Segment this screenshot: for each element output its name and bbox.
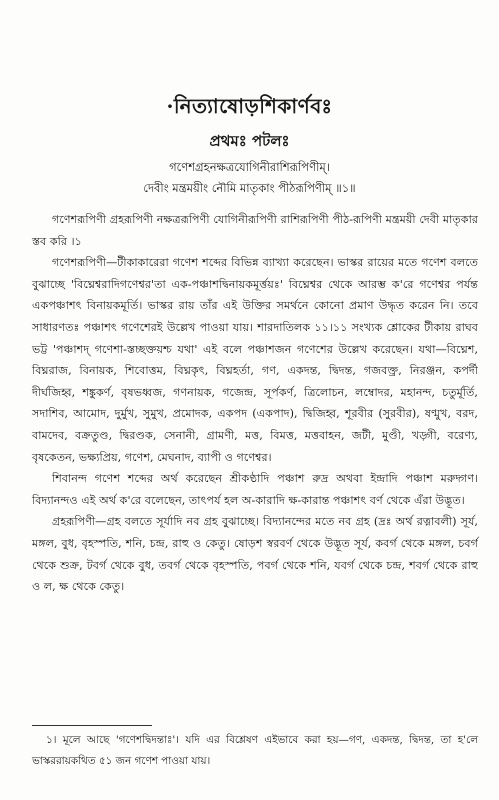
verse-line-1: গণেশগ্রহনক্ষত্রযোগিনীরাশিরূপিণীম্। [169, 160, 330, 174]
commentary-body [32, 209, 478, 598]
paragraph: গণেশরূপিণী গ্রহরূপিণী নক্ষত্ররূপিণী যোগিনীরূপিণী রাশিরূপিণী পীঠ-রূপিণী মন্ত্রময়ী দেবী মাতৃকার স্তব করি ।১ [32, 213, 478, 248]
footnote-text: ১। মূলে আছে 'গণেশদ্বিদন্তাঃ'। যদি এর বিশ্লেষণ এইভাবে করা হয়—গণ, একদন্ত, দ্বিদন্ত, তা হ'লে ভাস্কররায়কথিত ৫১ জন গণেশ পাওয়া যায়। [32, 734, 478, 767]
paragraph: গণেশরূপিণী—টীকাকারেরা গণেশ শব্দের বিভিন্ন ব্যাখ্যা করেছেন। ভাস্কর রায়ের মতে গণেশ বলতে বুঝাচ্ছে 'বিঘ্নেশ্বরাদিগণেশ্বর'তা এক-পঞ্চাশদ্বিনায়কমূর্ত্তয়ঃ' বিঘ্নেশ্বর থেকে আরম্ভ ক'রে গণেশ্বর পর্যন্ত একপঞ্চাশৎ বিনায়কমূর্তি। ভাস্কর রায় তাঁর এই উক্তির সমর্থনে কোনো প্রমাণ উদ্ধৃত করেন নি। তবে সাধারণতঃ পঞ্চাশৎ গণেশেরই উল্লেখ পাওয়া যায়। শারদাতিলক ১১।১১ সংখ্যক শ্লোকের টীকায় রাঘব ভট্ট 'পঞ্চাশদ্ গণেশা-স্তচ্ছক্তয়শ্চ যথা' এই বলে পঞ্চাশজন গণেশের উল্লেখ করেছেন। যথা—বিঘ্নেশ, বিঘ্নরাজ, বিনায়ক, শিবোত্তম, বিঘ্নকৃৎ, বিঘ্নহর্তা, গণ, একদন্ত, দ্বিদন্ত, গজবক্ত্র, নিরঞ্জন, কপর্দী দীর্ঘজিহ্ব, শঙ্কুকর্ণ, বৃষভধ্বজ, গণনায়ক, গজেন্দ্র, সূর্পকর্ণ, ত্রিলোচন, লম্বোদর, মহানন্দ, চতুর্মূর্তি, সদাশিব, আমোদ, দুর্মুখ, সুমুখ, প্রমোদক, একপদ (একপাদ), দ্বিজিহ্ব, শূরবীর (সুরবীর), ষণ্মুখ, বরদ, বামদেব, বক্রতুণ্ড, দ্বিরণ্ডক, সেনানী, গ্রামণী, মত্ত, বিমত্ত, মত্তবাহন, জটী, মুণ্ডী, খড়্গী, বরেণ্য, বৃষকেতন, ভক্ষ্যপ্রিয়, গণেশ, মেঘনাদ, ব্যাপী ও গণেশ্বর। [32, 256, 478, 464]
footnote-divider [32, 725, 152, 726]
paragraph: গ্রহরূপিণী—গ্রহ বলতে সূর্যাদি নব গ্রহ বুঝাচ্ছে। বিদ্যানন্দের মতে নব গ্রহ (দ্রঃ অর্থ রত্নাবলী) সূর্য, মঙ্গল, বুধ, বৃহস্পতি, শনি, চন্দ্র, রাহু ও কেতু। ষোড়শ স্বরবর্ণ থেকে উদ্ভূত সূর্য, কবর্গ থেকে মঙ্গল, চবর্গ থেকে শুক্র, টবর্গ থেকে বুধ, তবর্গ থেকে বৃহস্পতি, পবর্গ থেকে শনি, যবর্গ থেকে চন্দ্র, শবর্গ থেকে রাহু ও ল, ক্ষ থেকে কেতু। [32, 515, 478, 594]
verse-line-2: দেবীং মন্ত্রময়ীং নৌমি মাতৃকাং পীঠরূপিণীম্ ॥১॥ [143, 181, 356, 195]
footnote [32, 730, 478, 772]
page-title: ·নিত্যাষোড়শিকার্ণবঃ [166, 94, 333, 118]
paragraph: শিবানন্দ গণেশ শব্দের অর্থ করেছেন শ্রীকণ্ঠাদি পঞ্চাশ রুদ্র অথবা ইন্দ্রাদি পঞ্চাশ মরুদ্গণ। বিদ্যানন্দও এই অর্থ ক'রে বলেছেন, তাৎপর্য হল অ-কারাদি ক্ষ-কারান্ত পঞ্চাশৎ বর্ণ থেকে এঁরা উদ্ভূত। [32, 472, 478, 507]
chapter-heading: প্রথমঃ পটলঃ [209, 132, 290, 150]
